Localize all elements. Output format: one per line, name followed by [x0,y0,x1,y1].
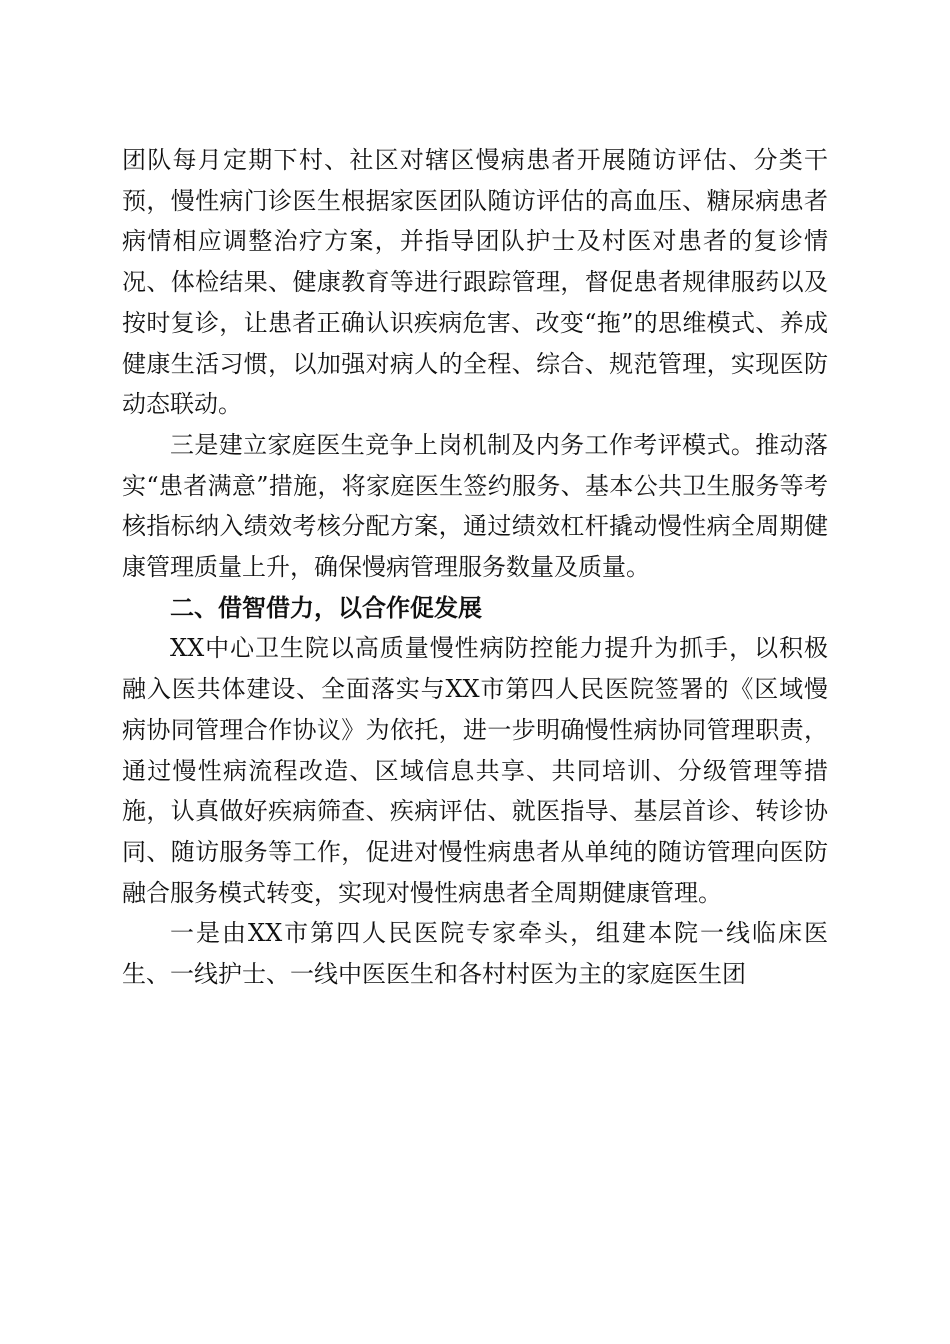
document-body [122,140,828,995]
paragraph-continuation: 团队每月定期下村、社区对辖区慢病患者开展随访评估、分类干预，慢性病门诊医生根据家医团队随访评估的高血压、糖尿病患者病情相应调整治疗方案，并指导团队护士及村医对患者的复诊情况、体检结果、健康教育等进行跟踪管理，督促患者规律服药以及按时复诊，让患者正确认识疾病危害、改变“拖”的思维模式、养成健康生活习惯，以加强对病人的全程、综合、规范管理，实现医防动态联动。 [122,146,828,419]
section-heading: 二、借智借力，以合作促发展 [170,593,482,622]
paragraph-expert-team: 一是由XX市第四人民医院专家牵头，组建本院一线临床医生、一线护士、一线中医医生和各村村医为主的家庭医生团 [122,919,828,989]
paragraph-cooperation: XX中心卫生院以高质量慢性病防控能力提升为抓手，以积极融入医共体建设、全面落实与XX市第四人民医院签署的《区域慢病协同管理合作协议》为依托，进一步明确慢性病协同管理职责，通过慢性病流程改造、区域信息共享、共同培训、分级管理等措施，认真做好疾病筛查、疾病评估、就医指导、基层首诊、转诊协同、随访服务等工作，促进对慢性病患者从单纯的随访管理向医防融合服务模式转变，实现对慢性病患者全周期健康管理。 [122,634,828,907]
paragraph-assessment-mechanism: 三是建立家庭医生竞争上岗机制及内务工作考评模式。推动落实“患者满意”措施，将家庭医生签约服务、基本公共卫生服务等考核指标纳入绩效考核分配方案，通过绩效杠杆撬动慢性病全周期健康管理质量上升，确保慢病管理服务数量及质量。 [122,430,828,582]
